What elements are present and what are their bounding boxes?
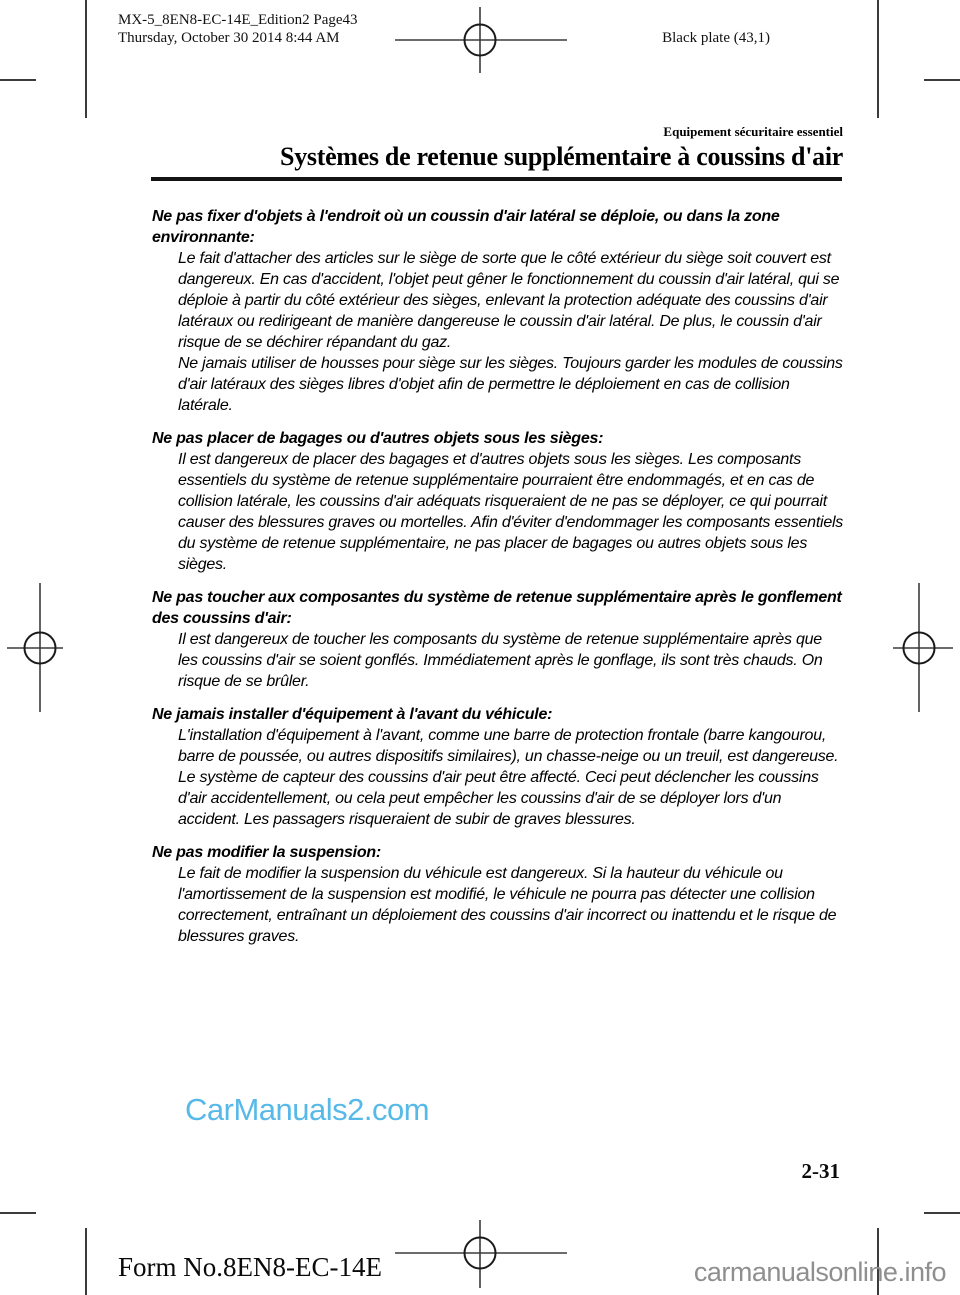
registration-mark-top-icon: [395, 5, 567, 75]
page-title: Systèmes de retenue supplémentaire à coussins d'air: [280, 142, 843, 171]
warning-paragraph: Ne jamais utiliser de housses pour siège sur les sièges. Toujours garder les modules de coussins d'air latéraux des sièges libres d'objet afin de permettre le déploiement en cas de collision latérale.: [178, 355, 843, 414]
warning-heading: Ne pas placer de bagages ou d'autres objets sous les sièges:: [152, 430, 604, 447]
warning-heading: Ne pas fixer d'objets à l'endroit où un coussin d'air latéral se déploie, ou dans la zone environnante:: [152, 208, 780, 246]
crop-line-bottom-left-vertical: [85, 1228, 87, 1295]
chapter-label: Equipement sécuritaire essentiel: [663, 124, 843, 139]
header-rule: [151, 177, 842, 181]
page-number: 2-31: [801, 1159, 840, 1183]
plate-label: Black plate (43,1): [662, 30, 770, 46]
crop-line-bottom-right-horizontal: [924, 1212, 960, 1214]
footer-site-label: carmanualsonline.info: [693, 1257, 946, 1287]
form-number: Form No.8EN8-EC-14E: [118, 1252, 382, 1282]
warning-paragraph: Le fait de modifier la suspension du véhicule est dangereux. Si la hauteur du véhicule ou l'amortissement de la suspension est modifié, le véhicule ne pourra pas détecter une collision correctement, entraînant un déploiement des coussins d'air incorrect ou inattendu et le risque de blessures graves.: [178, 865, 837, 945]
warning-section: [152, 842, 844, 947]
registration-mark-bottom-icon: [395, 1218, 567, 1290]
print-info-date: Thursday, October 30 2014 8:44 AM: [118, 30, 340, 46]
warning-heading: Ne jamais installer d'équipement à l'avant du véhicule:: [152, 706, 553, 723]
warning-paragraph: L'installation d'équipement à l'avant, comme une barre de protection frontale (barre kangourou, barre de poussée, ou autres dispositifs similaires), un chasse-neige ou un treuil, est dangereuse. Le système de capteur des coussins d'air peut être affecté. Ceci peut déclencher les coussins d'air accidentellement, ou cela peut empêcher les coussins d'air de se déployer lors d'un accident. Les passagers risqueraient de subir de graves blessures.: [178, 727, 839, 828]
warning-section: [152, 704, 844, 830]
page-header: [280, 124, 843, 172]
warning-paragraph: Le fait d'attacher des articles sur le siège de sorte que le côté extérieur du siège soit couvert est dangereux. En cas d'accident, l'objet peut gêner le fonctionnement du coussin d'air latéral, qui se déploie à partir du côté extérieur des sièges, enlevant la protection adéquate des coussins d'air latéraux ou redirigeant de manière dangereuse le coussin d'air latéral. De plus, le coussin d'air risque de se déchirer répandant du gaz.: [178, 250, 840, 351]
warning-section: [152, 428, 844, 575]
crop-line-top-left-vertical: [85, 0, 87, 118]
print-info-file: MX-5_8EN8-EC-14E_Edition2 Page43: [118, 12, 358, 28]
crop-line-bottom-left-horizontal: [0, 1212, 36, 1214]
registration-mark-right-icon: [891, 581, 955, 714]
print-info: [118, 11, 358, 47]
watermark: CarManuals2.com: [185, 1092, 430, 1127]
warning-section: [152, 587, 844, 692]
crop-line-top-left-horizontal: [0, 79, 36, 81]
page-content: [152, 206, 844, 959]
registration-mark-left-icon: [5, 581, 67, 714]
warning-heading: Ne pas toucher aux composantes du système de retenue supplémentaire après le gonflement des coussins d'air:: [152, 589, 842, 627]
crop-line-top-right-horizontal: [924, 79, 960, 81]
warning-paragraph: Il est dangereux de placer des bagages et d'autres objets sous les sièges. Les composants essentiels du système de retenue supplémentaire pourraient être endommagés, et en cas de collision latérale, les coussins d'air adéquats risqueraient de ne pas se déployer, ce qui pourrait causer des blessures graves ou mortelles. Afin d'éviter d'endommager les composants essentiels du système de retenue supplémentaire, ne pas placer de bagages ou autres objets sous les sièges.: [178, 451, 844, 573]
warning-paragraph: Il est dangereux de toucher les composants du système de retenue supplémentaire après que les coussins d'air se soient gonflés. Immédiatement après le gonflage, ils sont très chauds. On risque de se brûler.: [178, 631, 823, 690]
warning-heading: Ne pas modifier la suspension:: [152, 844, 381, 861]
crop-line-top-right-vertical: [877, 0, 879, 118]
warning-section: [152, 206, 844, 416]
